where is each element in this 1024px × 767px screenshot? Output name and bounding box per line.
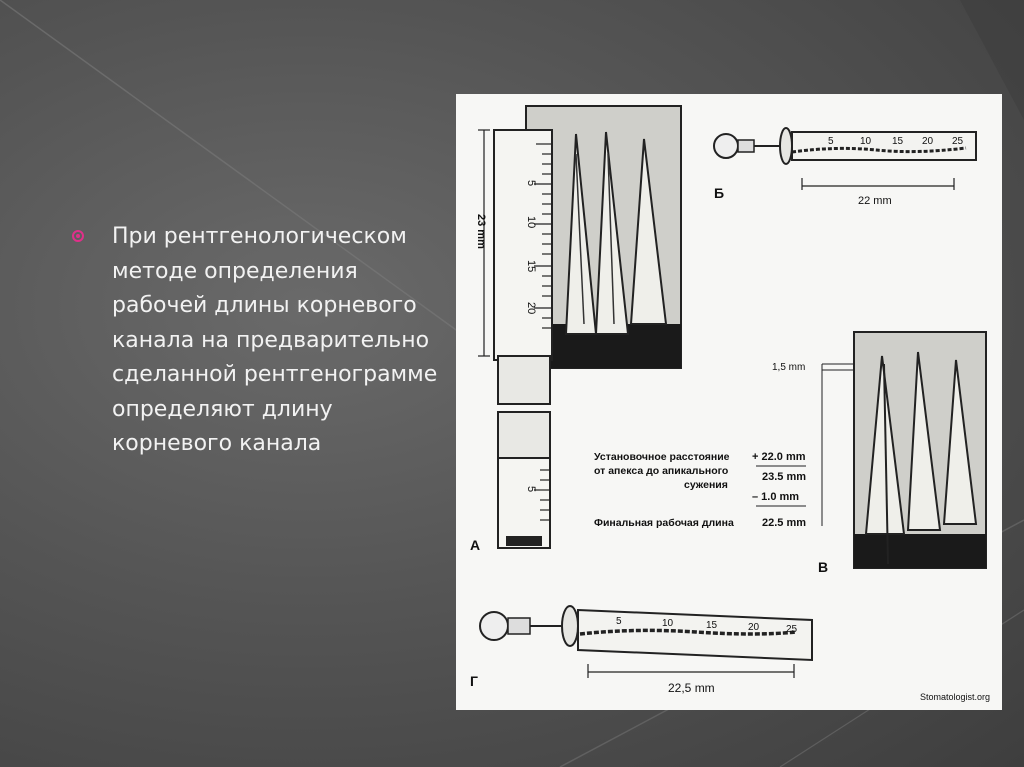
watermark: Stomatologist.org [920,692,991,702]
panel-a-length-label: 23 mm [475,214,487,249]
panel-g [470,606,812,695]
panel-g-tick-10: 10 [662,618,674,629]
panel-b-tick-15: 15 [892,136,904,147]
panel-v-label: В [818,559,829,575]
bullet-text: При рентгенологическом методе определения рабочей длины корневого канала на предварительно сделанной рентгенограмме определяют длину корневого канала [112,224,438,456]
panel-v-top-offset: 1,5 mm [772,362,806,373]
figure-illustration [456,94,1002,710]
panel-v-sum-value: 23.5 mm [762,471,807,483]
panel-b-tick-10: 10 [860,136,872,147]
panel-b-tick-20: 20 [922,136,934,147]
ruler-a-tick-10: 10 [525,216,537,229]
panel-v-plus-value: + 22.0 mm [752,451,806,463]
panel-g-length-label: 22,5 mm [668,681,715,695]
panel-g-tick-25: 25 [786,624,798,635]
panel-v-final-value: 22.5 mm [762,517,807,529]
ruler-a-tick-15: 15 [525,260,537,273]
panel-b-tick-5: 5 [828,136,834,147]
ruler-a-tick-5: 5 [525,180,537,187]
panel-v-minus-value: – 1.0 mm [752,491,800,503]
panel-b-tick-25: 25 [952,136,964,147]
panel-g-label: Г [470,673,478,689]
ruler-a-tick-20: 20 [525,302,537,315]
panel-b-length-label: 22 mm [858,195,892,207]
panel-v-setup-line-1: Установочное расстояние [594,451,730,463]
dental-figure [456,94,1002,710]
panel-v-setup-line-3: сужения [684,479,728,491]
panel-a [470,106,681,553]
panel-g-tick-5: 5 [616,616,622,627]
panel-v-setup-line-2: от апекса до апикального [594,465,729,477]
ruler-a-lower-tick: 5 [525,486,537,493]
panel-a-label: А [470,537,481,553]
panel-b-label: Б [714,185,725,201]
bullet-icon [72,230,84,242]
panel-g-tick-20: 20 [748,622,760,633]
panel-g-tick-15: 15 [706,620,718,631]
panel-b [714,128,976,207]
bullet-item [72,220,442,462]
panel-v-final-label: Финальная рабочая длина [594,517,734,529]
